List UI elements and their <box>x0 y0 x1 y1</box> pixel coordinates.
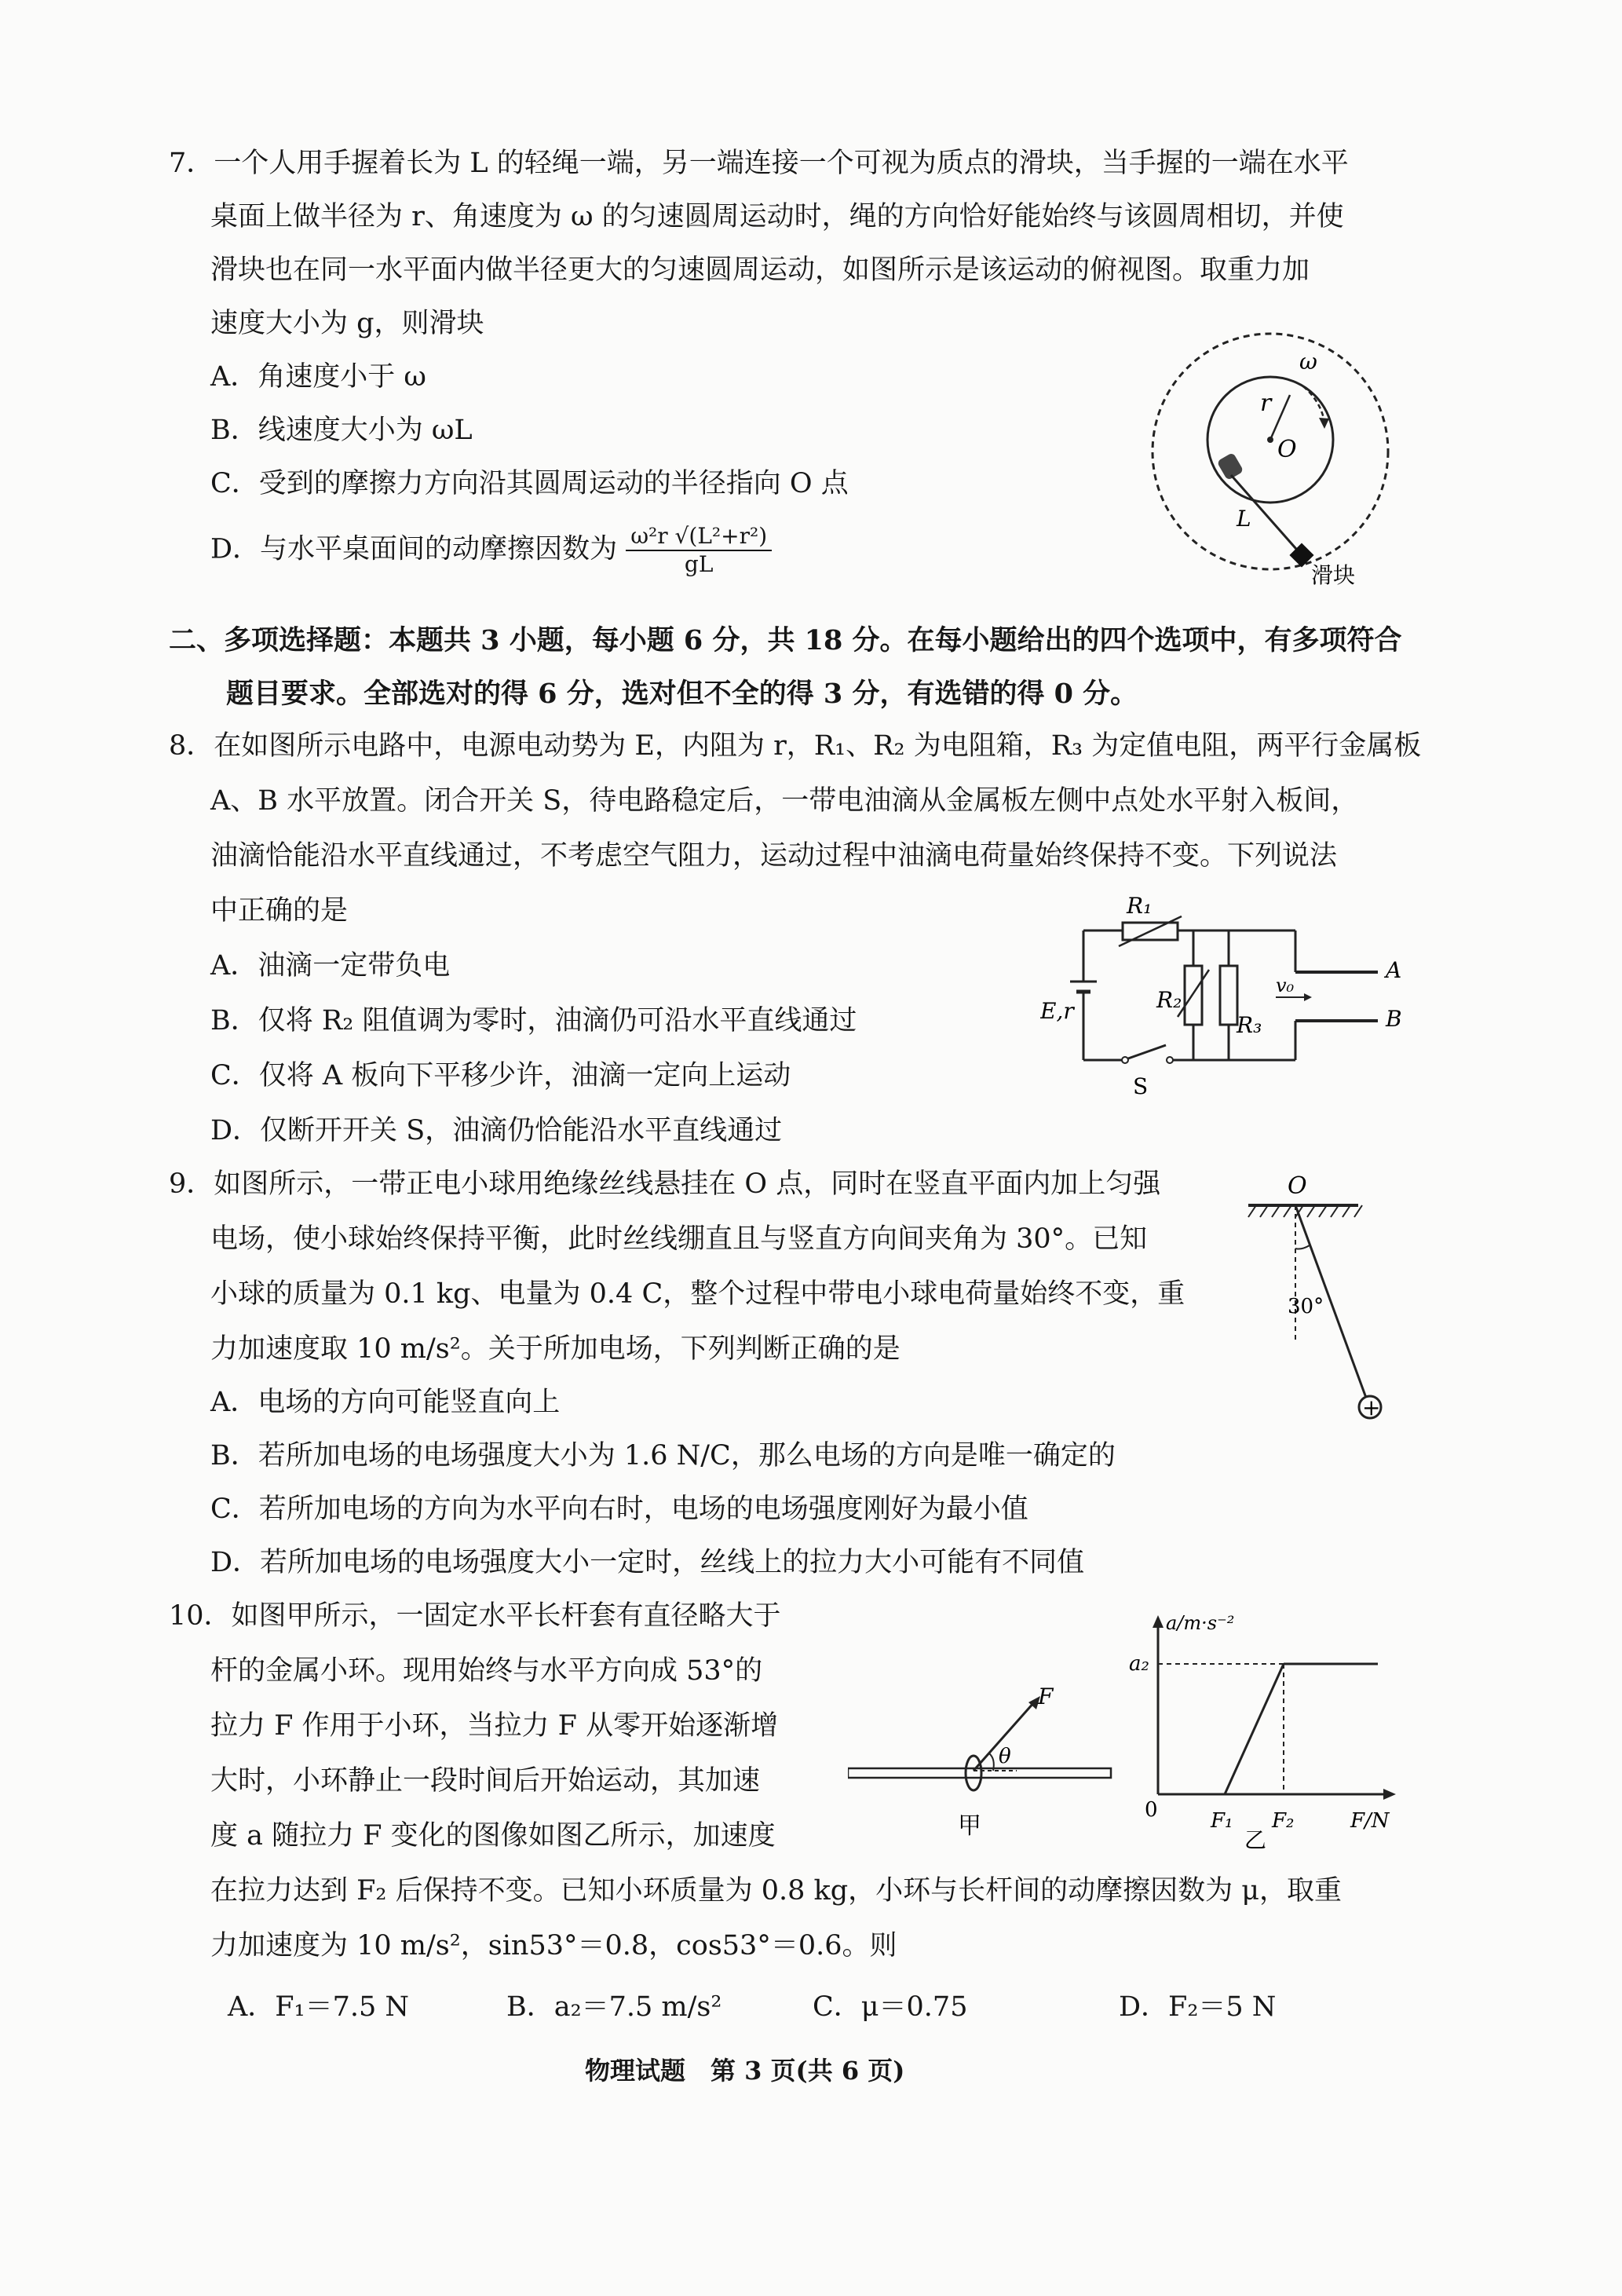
q9-line-2: 电场，使小球始终保持平衡，此时丝线绷直且与竖直方向间夹角为 30°。已知 <box>210 1223 1148 1255</box>
section2-line-2: 题目要求。全部选对的得 6 分，选对但不全的得 3 分，有选错的得 0 分。 <box>226 678 1138 710</box>
q10-option-d: D．F₂＝5 N <box>1119 1991 1277 2023</box>
q10-figure-jia <box>848 1673 1115 1845</box>
q9-line-1: 9．如图所示，一带正电小球用绝缘丝线悬挂在 O 点，同时在竖直平面内加上匀强 <box>169 1168 1161 1200</box>
q7-option-a: A．角速度小于 ω <box>210 361 426 393</box>
q9-option-b: B．若所加电场的电场强度大小为 1.6 N/C，那么电场的方向是唯一确定的 <box>210 1440 1116 1472</box>
q9-label-angle: 30° <box>1288 1295 1324 1318</box>
q7-option-d-fraction <box>626 523 772 578</box>
q9-line-3: 小球的质量为 0.1 kg、电量为 0.4 C，整个过程中带电小球电荷量始终不变，重 <box>210 1278 1185 1310</box>
q10-rod <box>848 1768 1111 1778</box>
q8-label-r3: R₃ <box>1237 1012 1262 1038</box>
q8-r3-resistor <box>1220 966 1237 1025</box>
q10-line-3: 拉力 F 作用于小环，当拉力 F 从零开始逐渐增 <box>210 1710 779 1742</box>
q8-label-r2: R₂ <box>1156 987 1182 1013</box>
q7-label-l: L <box>1237 506 1251 532</box>
q7-figure <box>1142 330 1401 597</box>
q7-option-c: C．受到的摩擦力方向沿其圆周运动的半径指向 O 点 <box>210 468 849 499</box>
q8-circuit-figure <box>1040 891 1409 1103</box>
q8-label-a: A <box>1386 957 1402 983</box>
q9-line-4: 力加速度取 10 m/s²。关于所加电场，下列判断正确的是 <box>210 1333 901 1365</box>
q7-label-r: r <box>1260 389 1272 417</box>
q7-label-omega: ω <box>1299 349 1317 375</box>
q10-line-7: 力加速度为 10 m/s²，sin53°＝0.8，cos53°＝0.6。则 <box>210 1930 897 1961</box>
q8-line-2: A、B 水平放置。闭合开关 S，待电路稳定后，一带电油滴从金属板左侧中点处水平射入板间， <box>210 785 1359 817</box>
q10-figure-yi <box>1115 1598 1405 1849</box>
q8-line-3: 油滴恰能沿水平直线通过，不考虑空气阻力，运动过程中油滴电荷量始终保持不变。下列说法 <box>210 840 1338 872</box>
q8-option-a: A．油滴一定带负电 <box>210 950 451 982</box>
q8-r2-resistor <box>1185 966 1202 1025</box>
q10-line-1: 10．如图甲所示，一固定水平长杆套有直径略大于 <box>169 1600 781 1632</box>
q10-caption-yi: 乙 <box>1244 1827 1267 1849</box>
q10-label-f: F <box>1038 1684 1054 1709</box>
q7-label-slider: 滑块 <box>1311 562 1356 588</box>
q7-label-o: O <box>1277 436 1297 463</box>
q7-line-3: 滑块也在同一水平面内做半径更大的匀速圆周运动，如图所示是该运动的俯视图。取重力加 <box>210 254 1310 286</box>
q9-ceiling-hatch <box>1248 1205 1362 1217</box>
q9-figure <box>1233 1170 1405 1429</box>
q7-option-d-prefix: D．与水平桌面间的动摩擦因数为 <box>210 533 618 565</box>
q7-option-d-numerator: ω²r √(L²+r²) <box>626 523 772 551</box>
q10-origin: 0 <box>1145 1798 1158 1822</box>
q7-line-2: 桌面上做半径为 r、角速度为 ω 的匀速圆周运动时，绳的方向恰好能始终与该圆周相切，并使 <box>210 201 1344 232</box>
q8-switch <box>1128 1045 1166 1058</box>
q8-label-v0: v₀ <box>1276 974 1295 996</box>
q7-radius-line <box>1270 395 1290 440</box>
q10-label-theta: θ <box>999 1745 1011 1768</box>
q7-line-4: 速度大小为 g，则滑块 <box>210 308 484 339</box>
q10-label-f2: F₂ <box>1272 1809 1295 1833</box>
page-footer: 物理试题 第 3 页(共 6 页) <box>585 2056 905 2086</box>
q8-label-r1: R₁ <box>1127 893 1153 919</box>
q7-option-d-denominator: gL <box>684 551 714 577</box>
q10-x-label: F/N <box>1350 1809 1390 1833</box>
q8-line-4: 中正确的是 <box>210 895 349 927</box>
q10-line-2: 杆的金属小环。现用始终与水平方向成 53°的 <box>210 1655 763 1687</box>
q8-label-b: B <box>1386 1006 1402 1032</box>
q10-option-c: C．μ＝0.75 <box>813 1991 968 2023</box>
q8-option-d: D．仅断开开关 S，油滴仍恰能沿水平直线通过 <box>210 1115 783 1146</box>
q8-label-er: E,r <box>1040 998 1074 1024</box>
q7-option-b: B．线速度大小为 ωL <box>210 415 473 446</box>
q10-rise-line <box>1225 1664 1284 1794</box>
q9-label-o: O <box>1288 1172 1307 1200</box>
q8-line-1: 8．在如图所示电路中，电源电动势为 E，内阻为 r，R₁、R₂ 为电阻箱，R₃ 为定值电阻，两平行金属板 <box>169 730 1422 762</box>
q8-option-c: C．仅将 A 板向下平移少许，油滴一定向上运动 <box>210 1060 791 1091</box>
q10-label-a2: a₂ <box>1129 1652 1149 1676</box>
q10-option-b: B．a₂＝7.5 m/s² <box>506 1991 722 2023</box>
section2-line-1: 二、多项选择题：本题共 3 小题，每小题 6 分，共 18 分。在每小题给出的四个选项中，有多项符合 <box>169 624 1402 656</box>
q7-option-d <box>210 523 772 578</box>
q10-option-a: A．F₁＝7.5 N <box>228 1991 410 2023</box>
q10-y-label: a/m·s⁻² <box>1166 1612 1235 1634</box>
q9-angle-arc <box>1295 1245 1310 1249</box>
q7-outer-circle <box>1153 334 1388 569</box>
q10-ring <box>966 1756 981 1790</box>
q8-label-s: S <box>1133 1073 1149 1099</box>
q10-line-6: 在拉力达到 F₂ 后保持不变。已知小环质量为 0.8 kg，小环与长杆间的动摩擦因数为 μ，取重 <box>210 1875 1342 1907</box>
q7-arrow-head <box>1319 418 1329 429</box>
q10-label-f1: F₁ <box>1211 1809 1233 1833</box>
q9-option-d: D．若所加电场的电场强度大小一定时，丝线上的拉力大小可能有不同值 <box>210 1547 1085 1578</box>
q10-line-5: 度 a 随拉力 F 变化的图像如图乙所示，加速度 <box>210 1820 776 1852</box>
q8-option-b: B．仅将 R₂ 阻值调为零时，油滴仍可沿水平直线通过 <box>210 1005 857 1036</box>
q9-option-a: A．电场的方向可能竖直向上 <box>210 1387 561 1418</box>
q10-caption-jia: 甲 <box>958 1812 981 1840</box>
q7-line-1: 7．一个人用手握着长为 L 的轻绳一端，另一端连接一个可视为质点的滑块，当手握的一端在水平 <box>169 148 1349 179</box>
q9-plus-sign: + <box>1362 1395 1381 1420</box>
q9-option-c: C．若所加电场的方向为水平向右时，电场的电场强度刚好为最小值 <box>210 1493 1028 1525</box>
q10-line-4: 大时，小环静止一段时间后开始运动，其加速 <box>210 1765 761 1797</box>
